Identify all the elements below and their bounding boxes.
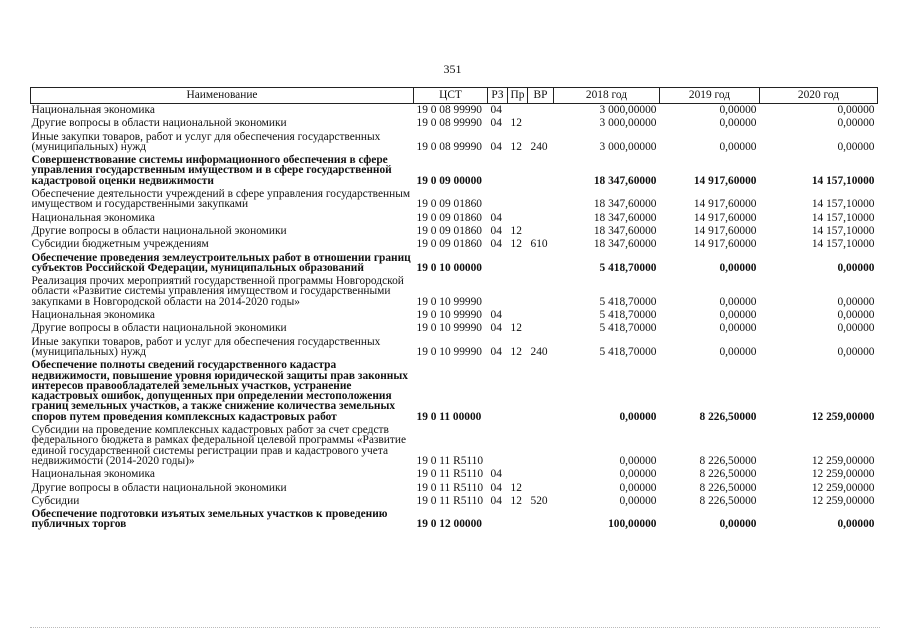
cell-rz (488, 508, 508, 532)
cell-vr (528, 188, 554, 212)
cell-2018: 3 000,00000 (599, 140, 657, 153)
cell-2018: 5 418,70000 (599, 261, 657, 274)
cell-name: Реализация прочих мероприятий государственной программы Новгородской области «Развитие системы управления имуществом и государственными закупками в Новгородской области на 2014-2020 годы» (31, 275, 404, 308)
cell-name: Национальная экономика (31, 309, 155, 322)
cell-2018: 0,00000 (619, 494, 657, 507)
cell-vr (528, 359, 554, 424)
cell-2019: 14 917,60000 (693, 238, 757, 251)
cell-name: Совершенствование системы информационного обеспечения в сфере управления государственным имуществом и в сфере государственной кадастровой оценки недвижимости (31, 154, 392, 187)
cell-pr (508, 154, 528, 188)
table-row (31, 309, 878, 322)
cell-2018: 3 000,00000 (599, 117, 657, 130)
cell-rz (488, 188, 508, 212)
cell-2019: 8 226,50000 (699, 454, 757, 467)
cell-cst: 19 0 11 R5110 (416, 454, 484, 467)
cell-rz: 04 (490, 494, 502, 507)
cell-pr (508, 359, 528, 424)
cell-2019: 8 226,50000 (699, 494, 757, 507)
cell-pr: 12 (510, 224, 522, 237)
cell-vr (528, 322, 554, 335)
table-row (31, 359, 878, 424)
table-row (31, 188, 878, 212)
cell-vr (528, 468, 554, 481)
cell-2019: 0,00000 (719, 140, 757, 153)
cell-cst: 19 0 10 00000 (416, 261, 482, 274)
table-row (31, 508, 878, 532)
cell-rz: 04 (490, 117, 502, 130)
cell-cst: 19 0 11 R5110 (416, 494, 484, 507)
cell-vr: 240 (530, 345, 548, 358)
budget-table (30, 87, 878, 532)
page-bottom-artifact (30, 627, 880, 631)
cell-pr (508, 468, 528, 481)
cell-2018: 18 347,60000 (593, 238, 657, 251)
cell-cst: 19 0 09 01860 (416, 238, 482, 251)
header-name: Наименование (31, 88, 414, 104)
table-row (31, 225, 878, 238)
cell-rz (488, 154, 508, 188)
cell-vr: 520 (530, 494, 548, 507)
cell-cst: 19 0 10 99990 (416, 345, 482, 358)
cell-2020: 14 157,10000 (811, 238, 875, 251)
cell-vr (528, 104, 554, 118)
cell-2018: 0,00000 (619, 481, 657, 494)
cell-pr: 12 (510, 117, 522, 130)
cell-cst: 19 0 09 01860 (416, 224, 482, 237)
cell-cst: 19 0 08 99990 (416, 104, 482, 116)
cell-cst: 19 0 11 00000 (416, 410, 482, 423)
cell-rz: 04 (490, 345, 502, 358)
cell-cst: 19 0 08 99990 (416, 117, 482, 130)
table-header-row (31, 88, 878, 104)
cell-2018: 0,00000 (619, 454, 657, 467)
table-row (31, 336, 878, 360)
cell-2020: 0,00000 (837, 117, 875, 130)
cell-2019: 0,00000 (719, 345, 757, 358)
cell-2020: 14 157,10000 (811, 211, 875, 224)
cell-2019: 8 226,50000 (699, 468, 757, 481)
cell-rz: 04 (490, 309, 502, 322)
table-row (31, 104, 878, 118)
cell-pr: 12 (510, 140, 522, 153)
cell-name: Субсидии (31, 494, 80, 507)
cell-name: Иные закупки товаров, работ и услуг для обеспечения государственных (муниципальных) нужд (31, 130, 381, 153)
cell-cst: 19 0 08 99990 (416, 140, 482, 153)
cell-name: Обеспечение деятельности учреждений в сфере управления государственным имуществом и государственными закупками (31, 188, 411, 211)
cell-vr (528, 154, 554, 188)
cell-2020: 0,00000 (837, 309, 875, 322)
cell-rz: 04 (490, 140, 502, 153)
cell-name: Обеспечение полноты сведений государственного кадастра недвижимости, повышение уровня юридической защиты прав законных интересов правообладателей земельных участков, устранение кадастровых ошибок, допущенных при определении местоположения границ земельных участков, а также снижение количества земельных споров путем проведения комплексных кадастровых работ (31, 359, 408, 423)
cell-cst: 19 0 10 99990 (416, 309, 482, 322)
cell-cst: 19 0 12 00000 (416, 518, 482, 531)
cell-name: Иные закупки товаров, работ и услуг для обеспечения государственных (муниципальных) нужд (31, 335, 381, 358)
cell-rz (488, 359, 508, 424)
cell-vr: 240 (530, 140, 548, 153)
header-pr: Пр (508, 88, 528, 104)
cell-2020: 14 157,10000 (811, 198, 875, 211)
header-rz: РЗ (488, 88, 508, 104)
cell-2019: 8 226,50000 (699, 410, 757, 423)
cell-vr (528, 212, 554, 225)
cell-2018: 5 418,70000 (599, 309, 657, 322)
cell-cst: 19 0 09 01860 (416, 198, 482, 211)
cell-rz (488, 424, 508, 468)
cell-2020: 0,00000 (837, 518, 875, 531)
table-row (31, 238, 878, 251)
cell-name: Субсидии бюджетным учреждениям (31, 238, 209, 251)
cell-name: Национальная экономика (31, 468, 155, 481)
cell-vr (528, 252, 554, 276)
cell-pr: 12 (510, 238, 522, 251)
cell-pr: 12 (510, 345, 522, 358)
cell-2018: 18 347,60000 (593, 198, 657, 211)
cell-rz: 04 (490, 104, 502, 116)
cell-rz: 04 (490, 224, 502, 237)
cell-pr (508, 424, 528, 468)
cell-pr (508, 508, 528, 532)
cell-2018: 5 418,70000 (599, 322, 657, 335)
cell-2018: 0,00000 (619, 410, 657, 423)
cell-2018: 18 347,60000 (593, 211, 657, 224)
cell-name: Другие вопросы в области национальной экономики (31, 224, 287, 237)
cell-vr (528, 508, 554, 532)
cell-2018: 18 347,60000 (593, 224, 657, 237)
cell-name: Национальная экономика (31, 104, 155, 116)
cell-2019: 14 917,60000 (693, 198, 757, 211)
cell-2019: 0,00000 (719, 322, 757, 335)
cell-vr (528, 482, 554, 495)
cell-2018: 100,00000 (608, 518, 657, 531)
header-2019: 2019 год (660, 88, 760, 104)
cell-2020: 0,00000 (837, 140, 875, 153)
cell-name: Обеспечение проведения землеустроительных работ в отношении границ субъектов Российской Федерации, муниципальных образований (31, 251, 411, 274)
cell-2019: 14 917,60000 (693, 174, 757, 187)
cell-pr (508, 212, 528, 225)
cell-pr (508, 275, 528, 309)
cell-vr (528, 424, 554, 468)
cell-2020: 12 259,00000 (811, 454, 875, 467)
cell-2019: 0,00000 (719, 104, 757, 116)
cell-vr (528, 117, 554, 130)
cell-rz: 04 (490, 238, 502, 251)
cell-2019: 0,00000 (719, 518, 757, 531)
cell-2018: 5 418,70000 (599, 345, 657, 358)
table-row (31, 482, 878, 495)
cell-cst: 19 0 09 01860 (416, 211, 482, 224)
header-2018: 2018 год (554, 88, 660, 104)
cell-name: Другие вопросы в области национальной экономики (31, 481, 287, 494)
cell-2019: 0,00000 (719, 295, 757, 308)
cell-rz: 04 (490, 211, 502, 224)
table-body (31, 104, 878, 532)
cell-2020: 12 259,00000 (811, 481, 875, 494)
header-2020: 2020 год (760, 88, 878, 104)
cell-rz (488, 252, 508, 276)
table-row (31, 252, 878, 276)
cell-2018: 3 000,00000 (599, 104, 657, 116)
cell-2020: 0,00000 (837, 295, 875, 308)
cell-name: Другие вопросы в области национальной экономики (31, 322, 287, 335)
table-row (31, 322, 878, 335)
cell-2020: 0,00000 (837, 104, 875, 116)
cell-pr: 12 (510, 322, 522, 335)
cell-cst: 19 0 09 00000 (416, 174, 482, 187)
cell-vr: 610 (530, 238, 548, 251)
cell-name: Национальная экономика (31, 211, 155, 224)
table-row (31, 212, 878, 225)
cell-vr (528, 275, 554, 309)
cell-cst: 19 0 11 R5110 (416, 468, 484, 481)
cell-2020: 12 259,00000 (811, 494, 875, 507)
cell-vr (528, 225, 554, 238)
cell-pr: 12 (510, 481, 522, 494)
cell-vr (528, 309, 554, 322)
table-row (31, 424, 878, 468)
cell-pr (508, 104, 528, 118)
cell-name: Обеспечение подготовки изъятых земельных участков к проведению публичных торгов (31, 508, 388, 531)
table-row (31, 131, 878, 155)
cell-name: Другие вопросы в области национальной экономики (31, 117, 287, 130)
cell-2019: 14 917,60000 (693, 224, 757, 237)
cell-2019: 0,00000 (719, 261, 757, 274)
cell-pr (508, 309, 528, 322)
cell-2020: 14 157,10000 (811, 174, 875, 187)
cell-name: Субсидии на проведение комплексных кадастровых работ за счет средств федерального бюджета в рамках федеральной целевой программы «Развитие единой государственной системы регистрации прав и кадастрового учета недвижимости (2014-2020 годы)» (31, 424, 406, 467)
cell-2018: 18 347,60000 (593, 174, 657, 187)
cell-pr: 12 (510, 494, 522, 507)
cell-pr (508, 252, 528, 276)
cell-2020: 0,00000 (837, 345, 875, 358)
table-row (31, 154, 878, 188)
table-row (31, 495, 878, 508)
cell-cst: 19 0 10 99990 (416, 295, 482, 308)
page-number: 351 (443, 62, 462, 76)
cell-2019: 14 917,60000 (693, 211, 757, 224)
cell-2018: 5 418,70000 (599, 295, 657, 308)
cell-2020: 12 259,00000 (811, 468, 875, 481)
cell-2020: 0,00000 (837, 261, 875, 274)
cell-2020: 0,00000 (837, 322, 875, 335)
cell-cst: 19 0 11 R5110 (416, 481, 484, 494)
cell-2019: 0,00000 (719, 117, 757, 130)
table-row (31, 468, 878, 481)
cell-2019: 0,00000 (719, 309, 757, 322)
table-row (31, 275, 878, 309)
cell-2020: 14 157,10000 (811, 224, 875, 237)
cell-rz (488, 275, 508, 309)
cell-2020: 12 259,00000 (811, 410, 875, 423)
cell-cst: 19 0 10 99990 (416, 322, 482, 335)
cell-2019: 8 226,50000 (699, 481, 757, 494)
header-cst: ЦСТ (414, 88, 488, 104)
cell-pr (508, 188, 528, 212)
cell-rz: 04 (490, 322, 502, 335)
table-row (31, 117, 878, 130)
cell-rz: 04 (490, 481, 502, 494)
cell-rz: 04 (490, 468, 502, 481)
cell-2018: 0,00000 (619, 468, 657, 481)
header-vr: ВР (528, 88, 554, 104)
